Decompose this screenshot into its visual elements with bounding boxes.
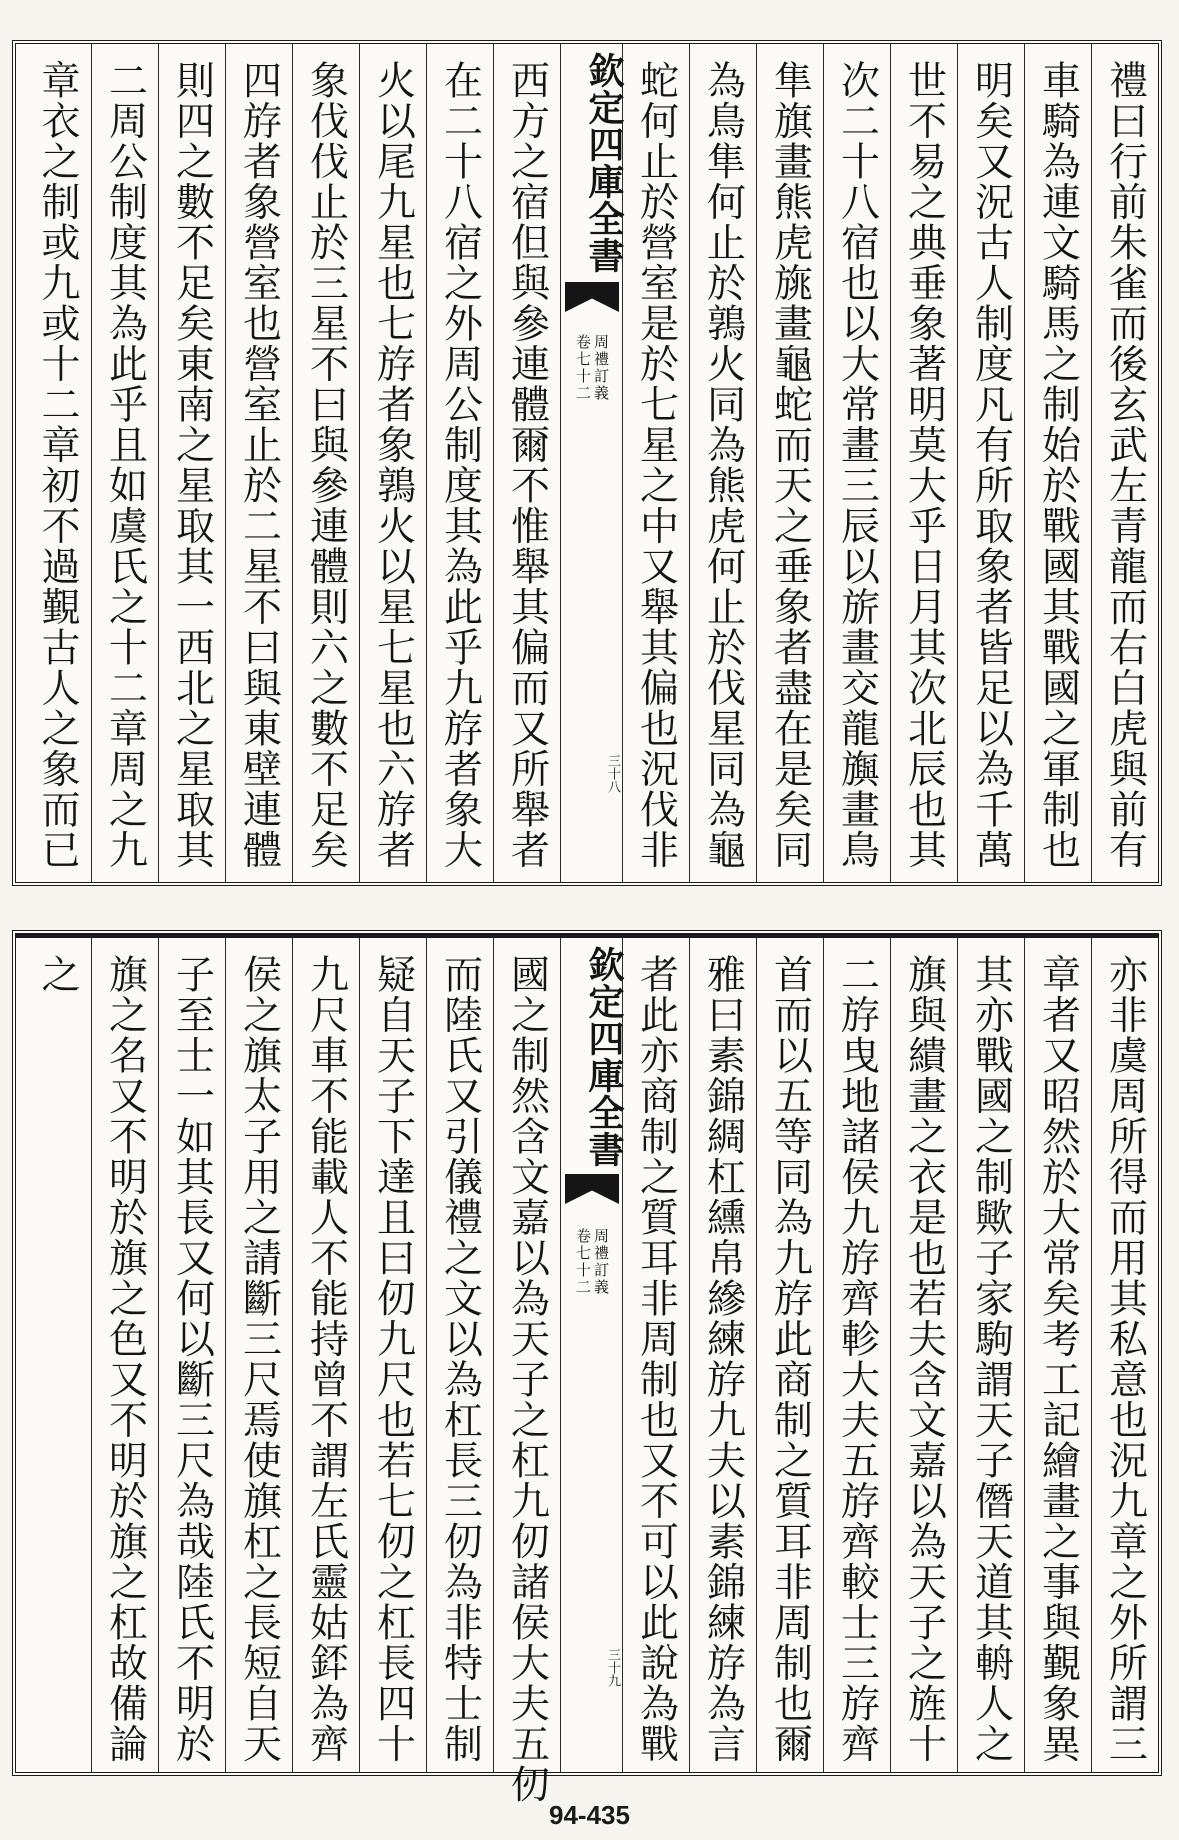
text-column: 明矣又況古人制度凡有所取象者皆足以為千萬 <box>957 44 1024 882</box>
text-column: 者此亦商制之質耳非周制也又不可以此說為戰 <box>622 938 689 1772</box>
text-column: 首而以五等同為九斿此商制之質耳非周制也爾 <box>756 938 823 1772</box>
text-column: 其亦戰國之制歟子家駒謂天子僭天道其輈人之 <box>957 938 1024 1772</box>
page-number: 三十八 <box>605 754 620 793</box>
text-column: 旗與繢畫之衣是也若夫含文嘉以為天子之旌十 <box>890 938 957 1772</box>
text-column: 之 <box>35 954 80 995</box>
text-column: 國之制然含文嘉以為天子之杠九仞諸侯大夫五仞 <box>493 938 560 1772</box>
text-column: 侯之旗太子用之請斷三尺焉使旗杠之長短自天 <box>225 938 292 1772</box>
text-column: 章衣之制或九或十二章初不過覲古人之象而已 <box>35 60 80 870</box>
library-title: 欽定四庫全書 <box>583 946 625 1168</box>
text-column: 四斿者象營室也營室止於二星不曰與東壁連體 <box>225 44 292 882</box>
text-column: 二周公制度其為此乎且如虞氏之十二章周之九 <box>91 44 158 882</box>
text-column: 疑自天子下達且曰仞九尺也若七仞之杠長四十 <box>359 938 426 1772</box>
book-title: 周禮訂義 <box>592 1228 610 1296</box>
fish-tail-ornament <box>565 282 619 312</box>
top-page <box>12 40 1162 886</box>
text-column: 旗之名又不明於旗之色又不明於旗之杠故備論 <box>91 938 158 1772</box>
text-column: 蛇何止於營室是於七星之中又舉其偏也況伐非 <box>622 44 689 882</box>
text-column: 子至士一如其長又何以斷三尺為哉陸氏不明於 <box>158 938 225 1772</box>
library-title: 欽定四庫全書 <box>583 52 625 274</box>
text-column: 次二十八宿也以大常畫三辰以旂畫交龍旟畫鳥 <box>823 44 890 882</box>
bottom-page <box>12 930 1162 1805</box>
center-fold <box>560 44 625 882</box>
text-column: 象伐伐止於三星不曰與參連體則六之數不足矣 <box>292 44 359 882</box>
text-column: 為鳥隼何止於鶉火同為熊虎何止於伐星同為龜 <box>689 44 756 882</box>
text-column: 而陸氏又引儀禮之文以為杠長三仞為非特士制 <box>426 938 493 1772</box>
top-columns <box>16 44 1158 882</box>
text-column: 世不易之典垂象著明莫大乎日月其次北辰也其 <box>890 44 957 882</box>
text-column: 九尺車不能載人不能持曾不謂左氏靈姑銔為齊 <box>292 938 359 1772</box>
text-column: 在二十八宿之外周公制度其為此乎九斿者象大 <box>426 44 493 882</box>
text-column: 二斿曳地諸侯九斿齊軫大夫五斿齊較士三斿齊 <box>823 938 890 1772</box>
text-column: 則四之數不足矣東南之星取其一西北之星取其 <box>158 44 225 882</box>
text-column: 章者又昭然於大常矣考工記繪畫之事與覲象異 <box>1024 938 1091 1772</box>
center-fold <box>560 938 625 1772</box>
bottom-columns <box>16 934 1158 1805</box>
volume-label: 卷七十二 <box>574 1228 592 1296</box>
volume-label: 卷七十二 <box>574 334 592 402</box>
page-code: 94-435 <box>549 1800 630 1830</box>
book-title: 周禮訂義 <box>592 334 610 402</box>
fish-tail-ornament <box>565 1174 619 1204</box>
text-column: 車騎為連文騎馬之制始於戰國其戰國之軍制也 <box>1024 44 1091 882</box>
text-column: 隼旗畫熊虎旐畫龜蛇而天之垂象者盡在是矣同 <box>756 44 823 882</box>
text-column: 禮曰行前朱雀而後玄武左青龍而右白虎與前有 <box>1091 44 1158 882</box>
text-column: 雅曰素錦綢杠纁帛縿練斿九夫以素錦練斿為言 <box>689 938 756 1772</box>
text-column: 火以尾九星也七斿者象鶉火以星七星也六斿者 <box>359 44 426 882</box>
page-number: 三十九 <box>605 1648 620 1687</box>
text-column: 亦非虞周所得而用其私意也況九章之外所謂三 <box>1091 938 1158 1772</box>
text-column: 西方之宿但與參連體爾不惟舉其偏而又所舉者 <box>493 44 560 882</box>
